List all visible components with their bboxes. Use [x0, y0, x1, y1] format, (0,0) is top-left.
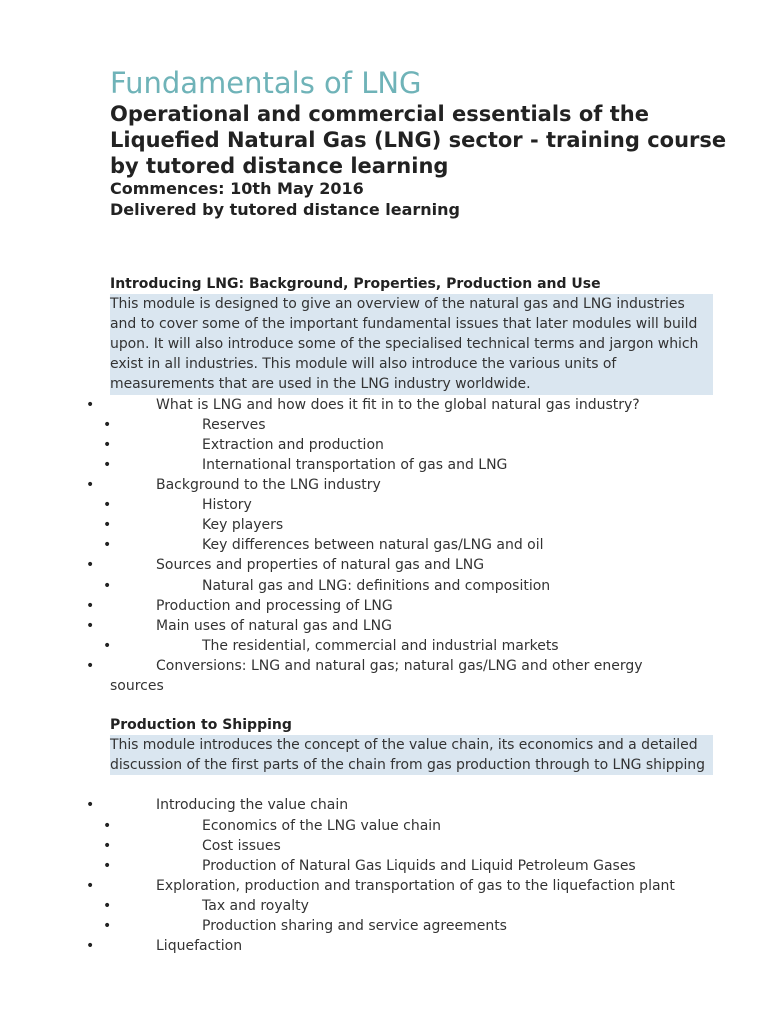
- sub-list-item: Natural gas and LNG: definitions and composition: [202, 577, 551, 594]
- bullet-marker: •: [86, 797, 95, 814]
- sub-list-item: Economics of the LNG value chain: [202, 817, 442, 834]
- list-item: Exploration, production and transportation of gas to the liquefaction plant: [156, 877, 675, 894]
- sub-list-item: Tax and royalty: [202, 897, 309, 914]
- bullet-marker: •: [86, 617, 95, 634]
- delivery-method: Delivered by tutored distance learning: [110, 200, 460, 219]
- sub-bullet-marker: •: [103, 857, 112, 874]
- list-item: Introducing the value chain: [156, 797, 349, 814]
- bullet-marker: •: [86, 938, 95, 955]
- document-subtitle: Operational and commercial essentials of the Liquefied Natural Gas (LNG) sector - training course by tutored distance learning: [110, 102, 727, 178]
- module-heading: Introducing LNG: Background, Properties, Production and Use: [110, 276, 601, 292]
- bullet-marker: •: [86, 477, 95, 493]
- bullet-marker: •: [86, 877, 95, 894]
- module-description: This module is designed to give an overview of the natural gas and LNG industries and to cover some of the important fundamental issues that later modules will build upon. It will also introduce some of the specialised technical terms and jargon which exist in all industries. This module will also introduce the various units of measurements that are used in the LNG industry worldwide.: [110, 294, 713, 394]
- sub-bullet-marker: •: [103, 577, 112, 594]
- sub-list-item: Reserves: [202, 416, 266, 433]
- list-item-continuation: sources: [110, 678, 164, 694]
- sub-bullet-marker: •: [103, 637, 112, 654]
- sub-bullet-marker: •: [103, 817, 112, 834]
- sub-bullet-marker: •: [103, 456, 112, 473]
- module-heading: Production to Shipping: [110, 717, 292, 733]
- list-item: Sources and properties of natural gas and LNG: [156, 557, 485, 574]
- bullet-marker: •: [86, 396, 95, 413]
- list-item: Background to the LNG industry: [156, 477, 381, 493]
- sub-list-item: History: [202, 497, 252, 514]
- sub-bullet-marker: •: [103, 517, 112, 534]
- list-item: Production and processing of LNG: [156, 597, 393, 614]
- sub-bullet-marker: •: [103, 497, 112, 514]
- bullet-marker: •: [86, 657, 95, 674]
- sub-list-item: The residential, commercial and industrial markets: [202, 637, 559, 654]
- sub-list-item: Cost issues: [202, 837, 281, 854]
- sub-bullet-marker: •: [103, 436, 112, 453]
- sub-bullet-marker: •: [103, 918, 112, 934]
- list-item: Liquefaction: [156, 938, 243, 955]
- bullet-marker: •: [86, 557, 95, 574]
- list-item: Main uses of natural gas and LNG: [156, 617, 392, 634]
- sub-list-item: Extraction and production: [202, 436, 384, 453]
- module-description: This module introduces the concept of the value chain, its economics and a detailed discussion of the first parts of the chain from gas production through to LNG shipping: [110, 735, 713, 775]
- list-item: Conversions: LNG and natural gas; natural gas/LNG and other energy: [156, 657, 643, 674]
- sub-bullet-marker: •: [103, 537, 112, 554]
- sub-bullet-marker: •: [103, 897, 112, 914]
- commences-date: Commences: 10th May 2016: [110, 179, 364, 198]
- sub-list-item: Production of Natural Gas Liquids and Liquid Petroleum Gases: [202, 857, 636, 874]
- sub-bullet-marker: •: [103, 416, 112, 433]
- sub-list-item: Key differences between natural gas/LNG and oil: [202, 537, 544, 554]
- sub-list-item: Key players: [202, 517, 284, 534]
- sub-bullet-marker: •: [103, 837, 112, 854]
- bullet-marker: •: [86, 597, 95, 614]
- sub-list-item: Production sharing and service agreements: [202, 918, 507, 934]
- sub-list-item: International transportation of gas and LNG: [202, 456, 508, 473]
- list-item: What is LNG and how does it fit in to the global natural gas industry?: [156, 396, 640, 413]
- document-title: Fundamentals of LNG: [110, 66, 422, 100]
